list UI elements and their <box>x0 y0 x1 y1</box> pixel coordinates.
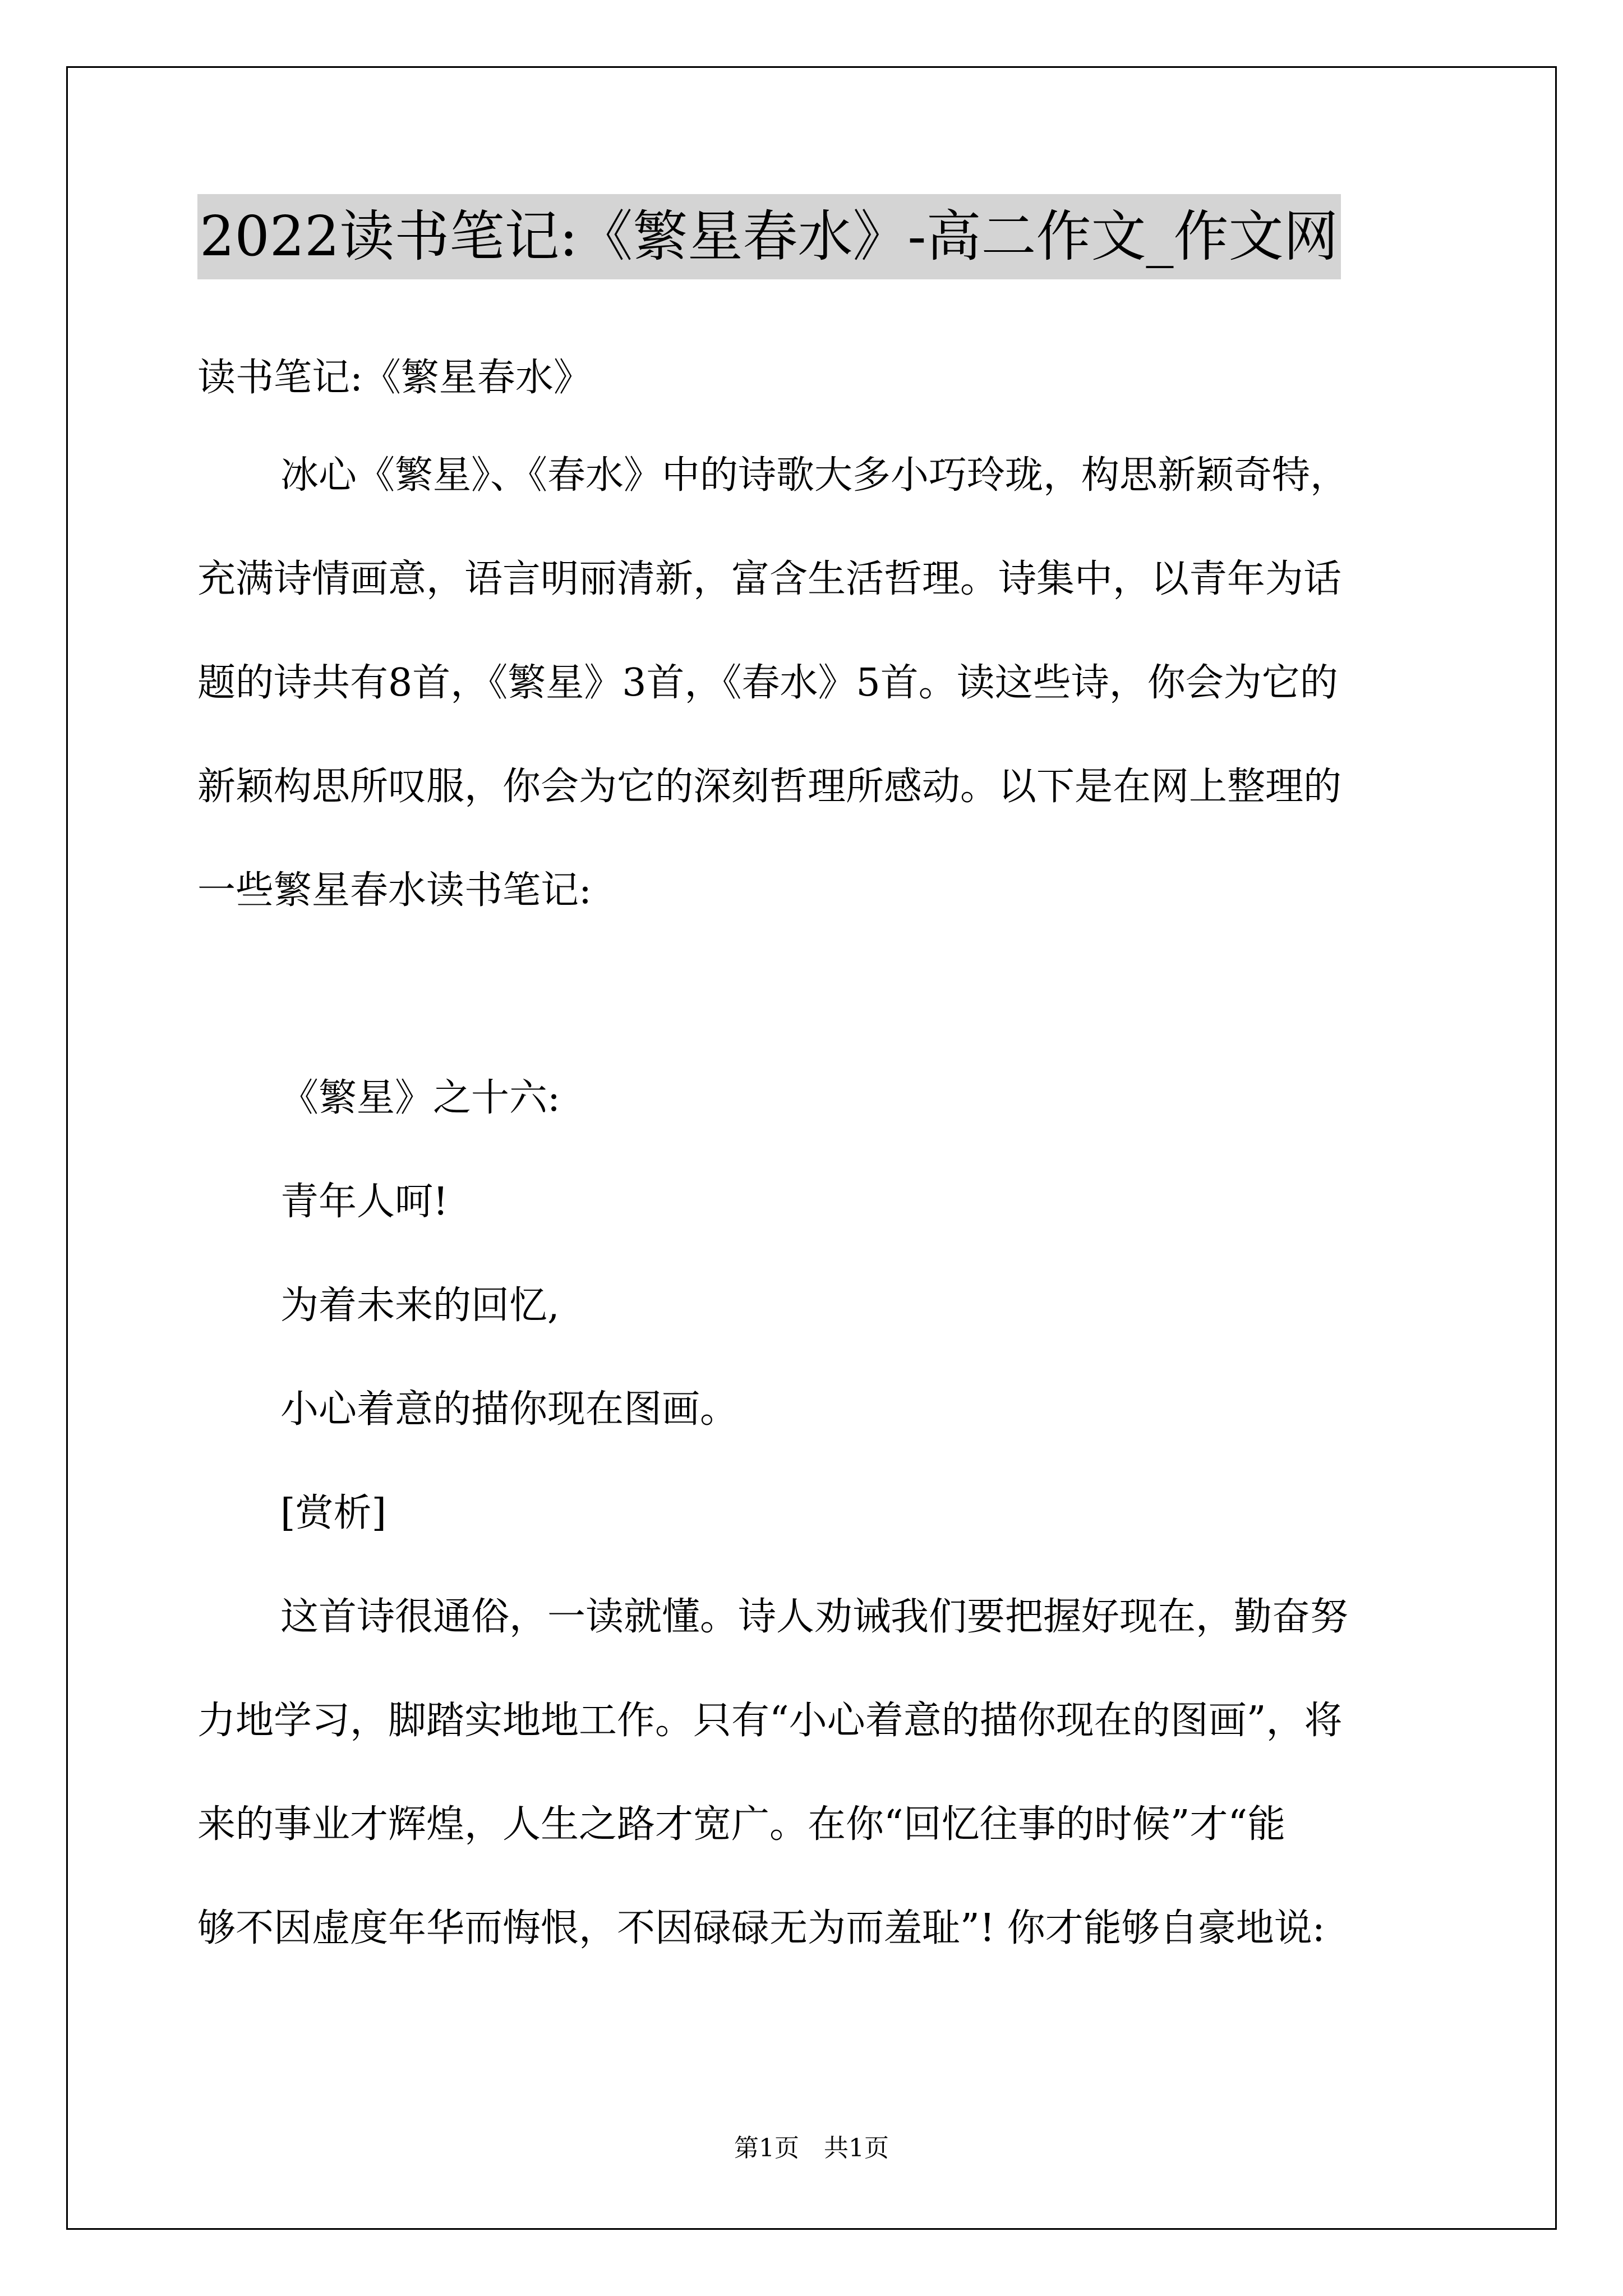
document-title: 2022读书笔记:《繁星春水》-高二作文_作文网 <box>197 194 1341 279</box>
poem-line: 为着未来的回忆, <box>280 1283 560 1328</box>
title-block <box>197 194 1431 284</box>
analysis-line: 来的事业才辉煌，人生之路才宽广。在你“回忆往事的时候”才“能 <box>197 1802 1286 1847</box>
intro-line: 冰心《繁星》、《春水》中的诗歌大多小巧玲珑，构思新颖奇特， <box>280 453 1349 498</box>
subtitle: 读书笔记:《繁星春水》 <box>197 356 592 400</box>
poem-line: 青年人呵! <box>280 1180 449 1224</box>
intro-line: 新颖构思所叹服，你会为它的深刻哲理所感动。以下是在网上整理的 <box>197 765 1342 809</box>
analysis-line: 够不因虚度年华而悔恨，不因碌碌无为而羞耻”! 你才能够自豪地说: <box>197 1906 1325 1950</box>
analysis-line: 力地学习，脚踏实地地工作。只有“小心着意的描你现在的图画”，将 <box>197 1699 1343 1743</box>
page-footer: 第1页 共1页 <box>734 2134 889 2162</box>
analysis-line: 这首诗很通俗，一读就懂。诗人劝诫我们要把握好现在，勤奋努 <box>280 1595 1349 1639</box>
intro-line: 一些繁星春水读书笔记: <box>197 868 592 913</box>
intro-line: 充满诗情画意，语言明丽清新，富含生活哲理。诗集中，以青年为话 <box>197 557 1342 601</box>
intro-line: 题的诗共有8首，《繁星》3首，《春水》5首。读这些诗，你会为它的 <box>197 661 1338 705</box>
poem-heading: 《繁星》之十六: <box>280 1076 560 1120</box>
analysis-label: [赏析] <box>280 1491 387 1535</box>
poem-line: 小心着意的描你现在图画。 <box>280 1387 739 1432</box>
